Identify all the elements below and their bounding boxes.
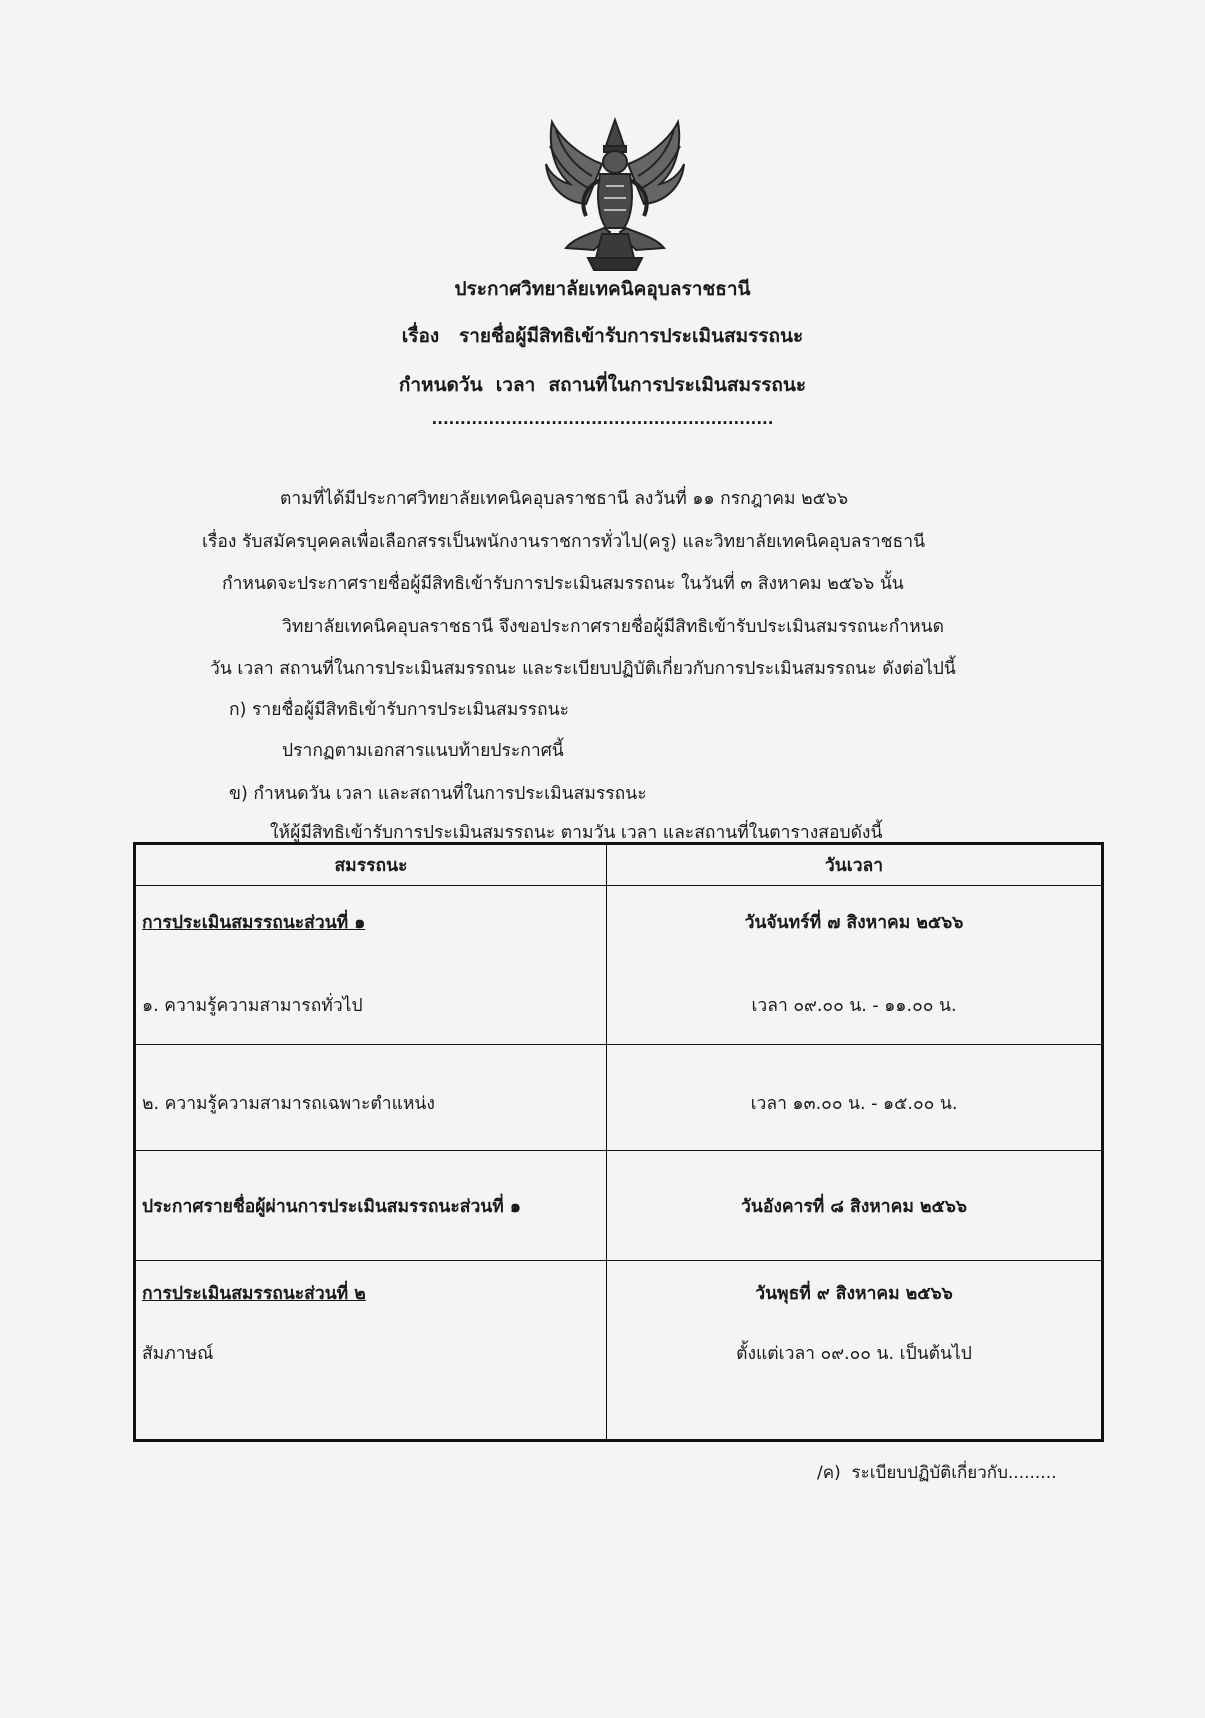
part2-date: วันพุธที่ ๙ สิงหาคม ๒๕๖๖ bbox=[755, 1284, 953, 1304]
item-b: ข) กำหนดวัน เวลา และสถานที่ในการประเมินสมรรถนะ bbox=[229, 784, 647, 804]
body-line-4: วิทยาลัยเทคนิคอุบลราชธานี จึงขอประกาศรายชื่อผู้มีสิทธิเข้ารับประเมินสมรรถนะกำหนด bbox=[282, 617, 944, 637]
table-header-row bbox=[135, 844, 1103, 886]
page-continuation: /ค) ระเบียบปฏิบัติเกี่ยวกับ......... bbox=[817, 1463, 1057, 1483]
part1-item-2: ๒. ความรู้ความสามารถเฉพาะตำแหน่ง bbox=[142, 1094, 435, 1114]
part1-date: วันจันทร์ที่ ๗ สิงหาคม ๒๕๖๖ bbox=[744, 913, 964, 933]
header-competency: สมรรถนะ bbox=[135, 844, 607, 886]
announcement-subject: เรื่อง รายชื่อผู้มีสิทธิเข้ารับการประเมินสมรรถนะ bbox=[401, 325, 804, 347]
header-datetime: วันเวลา bbox=[607, 844, 1103, 886]
item-a: ก) รายชื่อผู้มีสิทธิเข้ารับการประเมินสมรรถนะ bbox=[229, 700, 570, 720]
table-row bbox=[135, 1151, 1103, 1261]
body-line-3: กำหนดจะประกาศรายชื่อผู้มีสิทธิเข้ารับการประเมินสมรรถนะ ในวันที่ ๓ สิงหาคม ๒๕๖๖ นั้น bbox=[222, 574, 904, 594]
table-row bbox=[135, 1045, 1103, 1151]
title-divider: ............................................................ bbox=[431, 410, 774, 428]
item-a-detail: ปรากฏตามเอกสารแนบท้ายประกาศนี้ bbox=[282, 741, 564, 761]
body-line-2: เรื่อง รับสมัครบุคคลเพื่อเลือกสรรเป็นพนักงานราชการทั่วไป(ครู) และวิทยาลัยเทคนิคอุบลราชธานี bbox=[202, 532, 926, 552]
announce-label: ประกาศรายชื่อผู้ผ่านการประเมินสมรรถนะส่วนที่ ๑ bbox=[142, 1196, 521, 1217]
garuda-emblem-icon bbox=[540, 116, 690, 274]
announce-date: วันอังคารที่ ๘ สิงหาคม ๒๕๖๖ bbox=[741, 1196, 967, 1217]
announcement-title: ประกาศวิทยาลัยเทคนิคอุบลราชธานี bbox=[454, 278, 751, 300]
part1-time-2: เวลา ๑๓.๐๐ น. - ๑๕.๐๐ น. bbox=[750, 1094, 958, 1114]
part1-item-1: ๑. ความรู้ความสามารถทั่วไป bbox=[142, 996, 363, 1016]
schedule-table bbox=[133, 842, 1104, 1442]
body-line-5: วัน เวลา สถานที่ในการประเมินสมรรถนะ และระเบียบปฏิบัติเกี่ยวกับการประเมินสมรรถนะ ดังต่อไปนี้ bbox=[210, 659, 956, 679]
part2-heading: การประเมินสมรรถนะส่วนที่ ๒ bbox=[142, 1284, 366, 1304]
part2-item: สัมภาษณ์ bbox=[142, 1344, 214, 1364]
item-b-detail: ให้ผู้มีสิทธิเข้ารับการประเมินสมรรถนะ ตามวัน เวลา และสถานที่ในตารางสอบดังนี้ bbox=[270, 823, 883, 843]
part2-time: ตั้งแต่เวลา ๐๙.๐๐ น. เป็นต้นไป bbox=[736, 1344, 972, 1364]
table-row bbox=[135, 886, 1103, 1045]
part1-time-1: เวลา ๐๙.๐๐ น. - ๑๑.๐๐ น. bbox=[751, 996, 957, 1016]
body-line-1: ตามที่ได้มีประกาศวิทยาลัยเทคนิคอุบลราชธานี ลงวันที่ ๑๑ กรกฎาคม ๒๕๖๖ bbox=[280, 489, 849, 509]
announcement-subtitle: กำหนดวัน เวลา สถานที่ในการประเมินสมรรถนะ bbox=[398, 374, 807, 396]
part1-heading: การประเมินสมรรถนะส่วนที่ ๑ bbox=[142, 913, 366, 933]
table-row bbox=[135, 1261, 1103, 1441]
